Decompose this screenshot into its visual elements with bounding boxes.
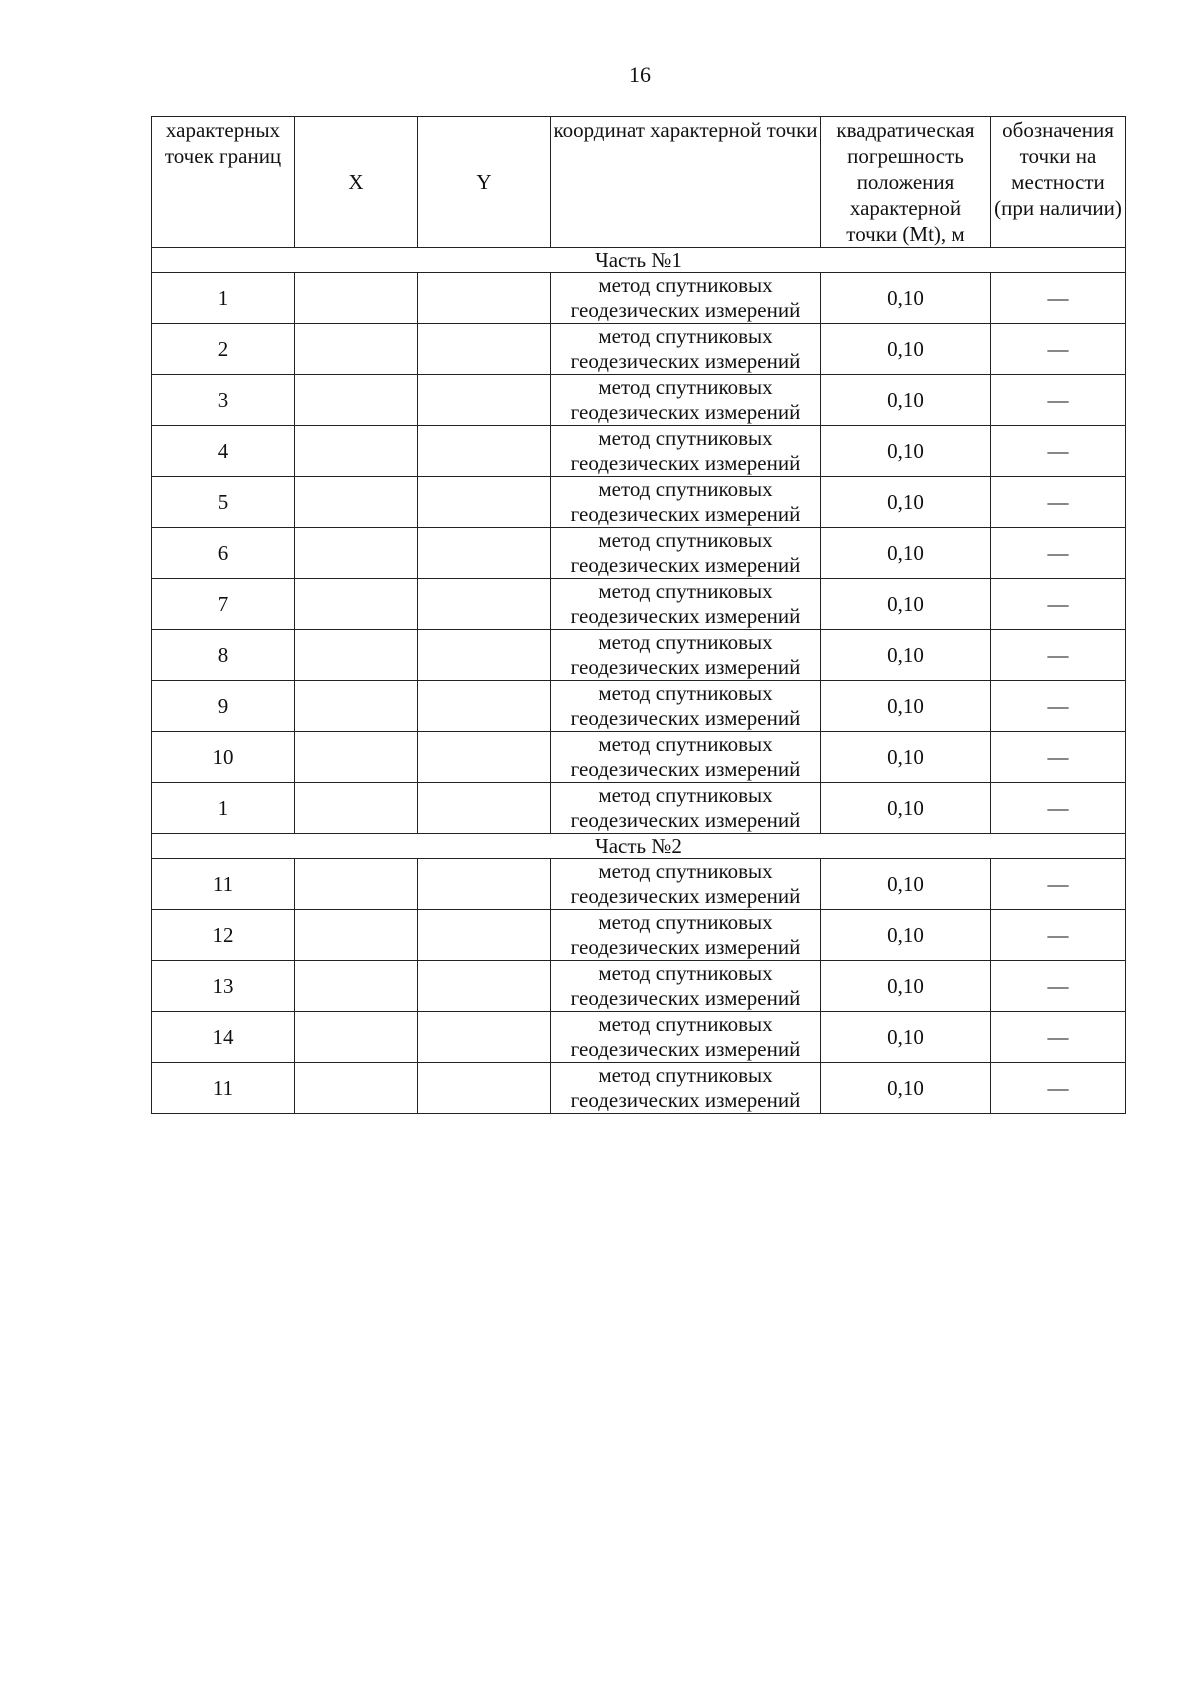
method-cell [551, 681, 821, 732]
point-number-cell: 14 [152, 1012, 295, 1063]
error-cell: 0,10 [821, 375, 991, 426]
table-row [152, 477, 1126, 528]
method-cell [551, 1012, 821, 1063]
method-line: метод спутниковых [598, 375, 773, 399]
error-cell: 0,10 [821, 528, 991, 579]
method-line: геодезических измерений [570, 1037, 801, 1061]
method-cell [551, 324, 821, 375]
point-number-cell: 6 [152, 528, 295, 579]
method-line: метод спутниковых [598, 324, 773, 348]
page-number: 16 [629, 62, 651, 87]
y-coordinate-cell [418, 732, 551, 783]
table-row [152, 732, 1126, 783]
x-coordinate-cell [295, 426, 418, 477]
header-row [152, 117, 1126, 248]
method-cell [551, 961, 821, 1012]
method-line: геодезических измерений [570, 298, 801, 322]
marking-cell: — [991, 528, 1126, 579]
table-row [152, 1012, 1126, 1063]
marking-cell: — [991, 961, 1126, 1012]
section-row [152, 248, 1126, 273]
table-row [152, 426, 1126, 477]
y-coordinate-cell [418, 681, 551, 732]
error-cell: 0,10 [821, 1012, 991, 1063]
table-row [152, 528, 1126, 579]
y-coordinate-cell [418, 783, 551, 834]
error-cell: 0,10 [821, 732, 991, 783]
error-cell: 0,10 [821, 630, 991, 681]
point-number-cell: 2 [152, 324, 295, 375]
method-line: метод спутниковых [598, 1012, 773, 1036]
point-number-cell: 4 [152, 426, 295, 477]
marking-cell: — [991, 681, 1126, 732]
marking-cell: — [991, 630, 1126, 681]
x-coordinate-cell [295, 579, 418, 630]
y-coordinate-cell [418, 273, 551, 324]
error-cell: 0,10 [821, 324, 991, 375]
method-line: метод спутниковых [598, 681, 773, 705]
marking-cell: — [991, 859, 1126, 910]
x-coordinate-cell [295, 273, 418, 324]
method-cell [551, 630, 821, 681]
method-line: метод спутниковых [598, 910, 773, 934]
header-marking: обозначения точки на местности (при наличии) [991, 117, 1126, 248]
method-line: метод спутниковых [598, 477, 773, 501]
error-cell: 0,10 [821, 961, 991, 1012]
y-coordinate-cell [418, 324, 551, 375]
error-cell: 0,10 [821, 681, 991, 732]
error-cell: 0,10 [821, 783, 991, 834]
y-coordinate-cell [418, 426, 551, 477]
method-line: метод спутниковых [598, 273, 773, 297]
point-number-cell: 11 [152, 1063, 295, 1114]
method-line: геодезических измерений [570, 706, 801, 730]
method-cell [551, 859, 821, 910]
table-row [152, 324, 1126, 375]
method-line: метод спутниковых [598, 961, 773, 985]
error-cell: 0,10 [821, 910, 991, 961]
marking-cell: — [991, 910, 1126, 961]
point-number-cell: 5 [152, 477, 295, 528]
x-coordinate-cell [295, 859, 418, 910]
x-coordinate-cell [295, 1012, 418, 1063]
point-number-cell: 9 [152, 681, 295, 732]
method-line: геодезических измерений [570, 553, 801, 577]
marking-cell: — [991, 477, 1126, 528]
y-coordinate-cell [418, 1063, 551, 1114]
y-coordinate-cell [418, 1012, 551, 1063]
method-line: метод спутниковых [598, 732, 773, 756]
method-cell [551, 528, 821, 579]
point-number-cell: 10 [152, 732, 295, 783]
marking-cell: — [991, 324, 1126, 375]
method-cell [551, 732, 821, 783]
method-line: метод спутниковых [598, 426, 773, 450]
marking-cell: — [991, 783, 1126, 834]
marking-cell: — [991, 426, 1126, 477]
point-number-cell: 11 [152, 859, 295, 910]
x-coordinate-cell [295, 375, 418, 426]
boundary-points-table [151, 116, 1126, 1114]
section-row [152, 834, 1126, 859]
y-coordinate-cell [418, 528, 551, 579]
point-number-cell: 1 [152, 783, 295, 834]
method-line: геодезических измерений [570, 451, 801, 475]
header-method: координат характерной точки [551, 117, 821, 248]
y-coordinate-cell [418, 910, 551, 961]
table-row [152, 273, 1126, 324]
table-row [152, 579, 1126, 630]
marking-cell: — [991, 732, 1126, 783]
table-row [152, 859, 1126, 910]
method-cell [551, 477, 821, 528]
method-line: геодезических измерений [570, 349, 801, 373]
table-row [152, 783, 1126, 834]
point-number-cell: 3 [152, 375, 295, 426]
point-number-cell: 13 [152, 961, 295, 1012]
method-line: геодезических измерений [570, 1088, 801, 1112]
error-cell: 0,10 [821, 579, 991, 630]
x-coordinate-cell [295, 961, 418, 1012]
section-title: Часть №2 [152, 834, 1126, 859]
method-line: геодезических измерений [570, 502, 801, 526]
method-cell [551, 783, 821, 834]
y-coordinate-cell [418, 630, 551, 681]
y-coordinate-cell [418, 477, 551, 528]
y-coordinate-cell [418, 859, 551, 910]
method-cell [551, 910, 821, 961]
table-row [152, 630, 1126, 681]
method-cell [551, 273, 821, 324]
table-row [152, 681, 1126, 732]
point-number-cell: 7 [152, 579, 295, 630]
method-line: геодезических измерений [570, 884, 801, 908]
table-row [152, 1063, 1126, 1114]
table-body [152, 117, 1126, 1114]
method-line: метод спутниковых [598, 579, 773, 603]
marking-cell: — [991, 1012, 1126, 1063]
x-coordinate-cell [295, 783, 418, 834]
error-cell: 0,10 [821, 859, 991, 910]
x-coordinate-cell [295, 630, 418, 681]
header-y: Y [418, 117, 551, 248]
method-line: геодезических измерений [570, 935, 801, 959]
marking-cell: — [991, 579, 1126, 630]
error-cell: 0,10 [821, 273, 991, 324]
method-cell [551, 426, 821, 477]
x-coordinate-cell [295, 477, 418, 528]
marking-cell: — [991, 273, 1126, 324]
point-number-cell: 12 [152, 910, 295, 961]
error-cell: 0,10 [821, 426, 991, 477]
method-line: геодезических измерений [570, 757, 801, 781]
header-error: квадратическая погрешность положения характерной точки (Mt), м [821, 117, 991, 248]
table-row [152, 961, 1126, 1012]
x-coordinate-cell [295, 681, 418, 732]
method-cell [551, 375, 821, 426]
method-line: геодезических измерений [570, 655, 801, 679]
x-coordinate-cell [295, 324, 418, 375]
method-line: метод спутниковых [598, 783, 773, 807]
header-point-number: характерных точек границ [152, 117, 295, 248]
method-line: метод спутниковых [598, 630, 773, 654]
table-row [152, 375, 1126, 426]
y-coordinate-cell [418, 961, 551, 1012]
error-cell: 0,10 [821, 477, 991, 528]
x-coordinate-cell [295, 1063, 418, 1114]
method-line: геодезических измерений [570, 808, 801, 832]
point-number-cell: 8 [152, 630, 295, 681]
method-cell [551, 579, 821, 630]
method-line: геодезических измерений [570, 400, 801, 424]
marking-cell: — [991, 1063, 1126, 1114]
marking-cell: — [991, 375, 1126, 426]
section-title: Часть №1 [152, 248, 1126, 273]
error-cell: 0,10 [821, 1063, 991, 1114]
x-coordinate-cell [295, 732, 418, 783]
x-coordinate-cell [295, 528, 418, 579]
method-line: метод спутниковых [598, 1063, 773, 1087]
y-coordinate-cell [418, 579, 551, 630]
method-cell [551, 1063, 821, 1114]
method-line: геодезических измерений [570, 986, 801, 1010]
method-line: метод спутниковых [598, 859, 773, 883]
y-coordinate-cell [418, 375, 551, 426]
method-line: геодезических измерений [570, 604, 801, 628]
x-coordinate-cell [295, 910, 418, 961]
point-number-cell: 1 [152, 273, 295, 324]
method-line: метод спутниковых [598, 528, 773, 552]
table-row [152, 910, 1126, 961]
header-x: X [295, 117, 418, 248]
